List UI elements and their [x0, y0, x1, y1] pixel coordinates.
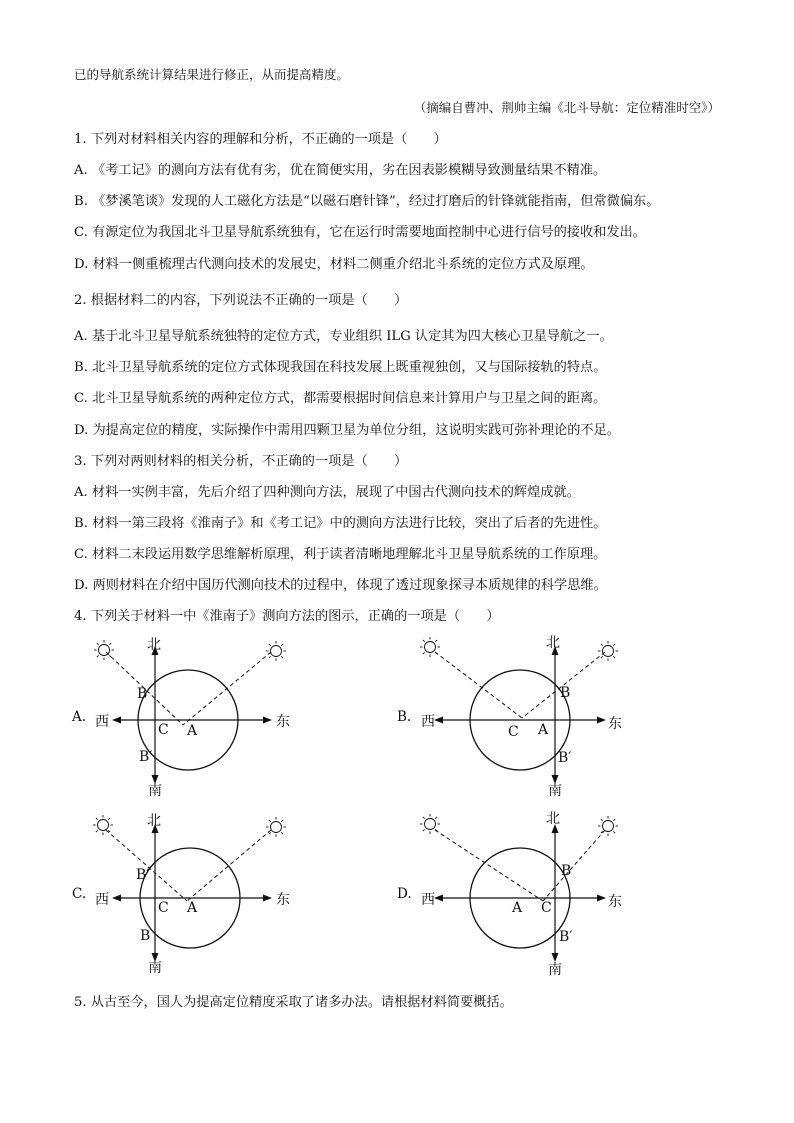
- question-3-option-c: C. 材料二末段运用数学思维解析原理，利于读者清晰地理解北斗卫星导航系统的工作原理。: [74, 547, 607, 562]
- question-2-option-c: C. 北斗卫星导航系统的两种定位方式，都需要根据时间信息来计算用户与卫星之间的距离。: [74, 391, 607, 406]
- point-left: C: [158, 722, 169, 738]
- figure-b: [410, 632, 630, 802]
- continuation-text: 已的导航系统计算结果进行修正，从而提高精度。: [74, 67, 350, 82]
- question-3-option-b: B. 材料一第三段将《淮南子》和《考工记》中的测向方法进行比较，突出了后者的先进性。: [74, 516, 607, 531]
- point-right: C: [541, 900, 552, 916]
- question-2-option-d: D. 为提高定位的精度，实际操作中需用四颗卫星为单位分组，这说明实践可弥补理论的不足。: [74, 423, 620, 438]
- point-right: A: [187, 900, 198, 916]
- south-label: 南: [148, 783, 162, 799]
- point-left: A: [512, 900, 523, 916]
- point-right: A: [187, 723, 198, 739]
- south-label: 南: [148, 960, 162, 976]
- point-top: B: [561, 863, 572, 879]
- south-label: 南: [548, 783, 562, 799]
- east-label: 东: [608, 716, 622, 732]
- north-label: 北: [546, 635, 560, 651]
- sun-icon: [420, 814, 440, 834]
- figure-c-label: C.: [72, 886, 87, 902]
- sun-icon: [93, 815, 113, 835]
- figure-a-label: A.: [72, 709, 87, 725]
- sun-icon: [598, 641, 618, 661]
- sun-icon: [266, 817, 286, 837]
- figure-a: [90, 632, 310, 802]
- figure-c: [90, 810, 310, 980]
- west-label: 西: [421, 892, 435, 908]
- east-label: 东: [276, 714, 290, 730]
- question-1-option-d: D. 材料一侧重梳理古代测向技术的发展史，材料二侧重介绍北斗系统的定位方式及原理。: [74, 257, 594, 272]
- sun-icon: [266, 641, 286, 661]
- north-label: 北: [546, 811, 560, 827]
- question-1-option-c: C. 有源定位为我国北斗卫星导航系统独有，它在运行时需要地面控制中心进行信号的接收和发出。: [74, 225, 646, 240]
- question-3-stem: 3. 下列对两则材料的相关分析，不正确的一项是（ ）: [74, 454, 408, 469]
- point-top: B′: [136, 867, 150, 883]
- question-2-option-a: A. 基于北斗卫星导航系统独特的定位方式，专业组织 ILG 认定其为四大核心卫星导航之一。: [74, 329, 613, 344]
- sun-icon: [598, 816, 618, 836]
- source-note: （摘编自曹冲、荆帅主编《北斗导航：定位精准时空》）: [413, 100, 720, 115]
- question-1-option-b: B. 《梦溪笔谈》发现的人工磁化方法是“以磁石磨针锋”，经过打磨后的针锋就能指南，但常微偏东。: [74, 194, 660, 209]
- point-left: C: [158, 900, 169, 916]
- question-1-stem: 1. 下列对材料相关内容的理解和分析，不正确的一项是（ ）: [74, 132, 447, 147]
- question-1-option-a: A. 《考工记》的测向方法有优有劣，优在简便实用，劣在因表影模糊导致测量结果不精准。: [74, 163, 607, 178]
- question-2-stem: 2. 根据材料二的内容，下列说法不正确的一项是（ ）: [74, 293, 408, 308]
- sun-icon: [94, 640, 114, 660]
- figure-d: [410, 810, 630, 980]
- north-label: 北: [147, 813, 161, 829]
- east-label: 东: [276, 892, 290, 908]
- sun-icon: [420, 637, 440, 657]
- east-label: 东: [608, 894, 622, 910]
- west-label: 西: [95, 892, 109, 908]
- point-right: A: [538, 722, 549, 738]
- question-5-stem: 5. 从古至今，国人为提高定位精度采取了诸多办法。请根据材料简要概括。: [74, 995, 513, 1010]
- south-label: 南: [548, 962, 562, 978]
- point-bottom: B′: [139, 749, 153, 765]
- point-bottom: B: [140, 928, 151, 944]
- west-label: 西: [421, 714, 435, 730]
- question-4-stem: 4. 下列关于材料一中《淮南子》测向方法的图示，正确的一项是（ ）: [74, 609, 500, 624]
- west-label: 西: [95, 714, 109, 730]
- figure-b-label: B.: [397, 709, 412, 725]
- question-3-option-d: D. 两则材料在介绍中国历代测向技术的过程中，体现了透过现象探寻本质规律的科学思维。: [74, 578, 607, 593]
- question-3-option-a: A. 材料一实例丰富，先后介绍了四种测向方法，展现了中国古代测向技术的辉煌成就。: [74, 485, 580, 500]
- point-left: C: [508, 724, 519, 740]
- point-top: B: [560, 685, 571, 701]
- figure-d-label: D.: [397, 886, 412, 902]
- point-bottom: B′: [558, 750, 572, 766]
- question-2-option-b: B. 北斗卫星导航系统的定位方式体现我国在科技发展上既重视独创，又与国际接轨的特点。: [74, 360, 607, 375]
- north-label: 北: [147, 637, 161, 653]
- point-top: B: [137, 686, 148, 702]
- point-bottom: B′: [559, 929, 573, 945]
